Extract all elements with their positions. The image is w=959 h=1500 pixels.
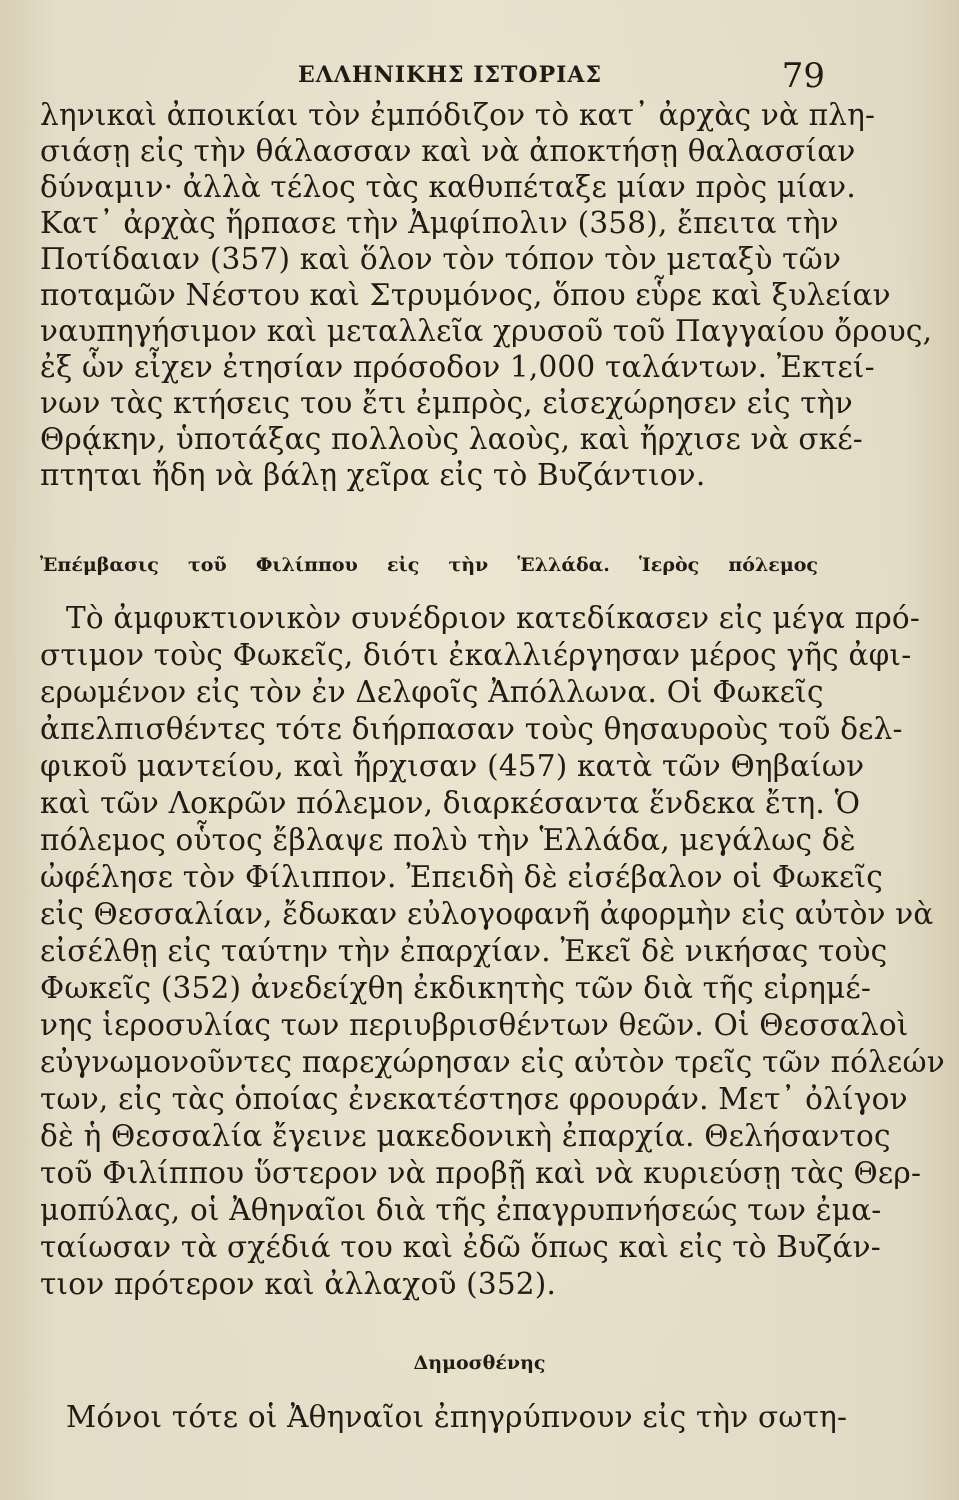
text-line: εἰσέλθῃ εἰς ταύτην τὴν ἐπαρχίαν. Ἐκεῖ δὲ νικήσας τοὺς bbox=[40, 934, 888, 968]
text-line: ταίωσαν τὰ σχέδιά του καὶ ἐδῶ ὅπως καὶ εἰς τὸ Βυζάν- bbox=[40, 1230, 881, 1264]
running-title: ΕΛΛΗΝΙΚΗΣ ΙΣΤΟΡΙΑΣ bbox=[298, 62, 603, 88]
text-line: εἰς Θεσσαλίαν, ἔδωκαν εὐλογοφανῆ ἀφορμὴν εἰς αὐτὸν νὰ bbox=[40, 897, 934, 931]
text-line: φικοῦ μαντείου, καὶ ἤρχισαν (457) κατὰ τῶν Θηβαίων bbox=[40, 749, 865, 783]
text-line: Φωκεῖς (352) ἀνεδείχθη ἐκδικητὴς τῶν διὰ τῆς εἰρημέ- bbox=[40, 971, 872, 1005]
text-line: Θρᾴκην, ὑποτάξας πολλοὺς λαοὺς, καὶ ἤρχισε νὰ σκέ- bbox=[40, 422, 863, 456]
text-line: τιον πρότερον καὶ ἀλλαχοῦ (352). bbox=[40, 1267, 557, 1301]
text-line: τοῦ Φιλίππου ὕστερον νὰ προβῇ καὶ νὰ κυριεύσῃ τὰς Θερ- bbox=[40, 1156, 922, 1190]
text-line: εὐγνωμονοῦντες παρεχώρησαν εἰς αὐτὸν τρεῖς τῶν πόλεών bbox=[40, 1045, 945, 1079]
text-line: νης ἱεροσυλίας των περιυβρισθέντων θεῶν. Οἱ Θεσσαλοὶ bbox=[40, 1008, 909, 1042]
section-heading: Ἐπέμβασις τοῦ Φιλίππου εἰς τὴν Ἑλλάδα. Ἱερὸς πόλεμος bbox=[40, 554, 818, 576]
running-header bbox=[40, 58, 825, 98]
text-line: Τὸ ἀμφυκτιονικὸν συνέδριον κατεδίκασεν εἰς μέγα πρό- bbox=[66, 601, 920, 635]
text-line: ερωμένον εἰς τὸν ἐν Δελφοῖς Ἀπόλλωνα. Οἱ Φωκεῖς bbox=[40, 675, 824, 709]
text-line: των, εἰς τὰς ὁποίας ἐνεκατέστησε φρουράν. Μετ᾽ ὀλίγον bbox=[40, 1082, 908, 1116]
text-line: πόλεμος οὗτος ἔβλαψε πολὺ τὴν Ἑλλάδα, μεγάλως δὲ bbox=[40, 823, 856, 857]
text-line: δὲ ἡ Θεσσαλία ἔγεινε μακεδονικὴ ἐπαρχία. Θελήσαντος bbox=[40, 1119, 891, 1153]
text-line: ποταμῶν Νέστου καὶ Στρυμόνος, ὅπου εὗρε καὶ ξυλείαν bbox=[40, 278, 891, 312]
text-line: στιμον τοὺς Φωκεῖς, διότι ἐκαλλιέργησαν μέρος γῆς ἀφι- bbox=[40, 638, 912, 672]
text-line: Μόνοι τότε οἱ Ἀθηναῖοι ἐπηγρύπνουν εἰς τὴν σωτη- bbox=[66, 1400, 848, 1434]
text-line: ὠφέλησε τὸν Φίλιππον. Ἐπειδὴ δὲ εἰσέβαλον οἱ Φωκεῖς bbox=[40, 860, 883, 894]
text-line: ληνικαὶ ἀποικίαι τὸν ἐμπόδιζον τὸ κατ᾽ ἀρχὰς νὰ πλη- bbox=[40, 98, 876, 132]
text-line: μοπύλας, οἱ Ἀθηναῖοι διὰ τῆς ἐπαγρυπνήσεώς των ἐμα- bbox=[40, 1193, 882, 1227]
text-line: ἀπελπισθέντες τότε διήρπασαν τοὺς θησαυροὺς τοῦ δελ- bbox=[40, 712, 903, 746]
text-line: πτηται ἤδη νὰ βάλῃ χεῖρα εἰς τὸ Βυζάντιον. bbox=[40, 458, 706, 492]
text-line: σιάσῃ εἰς τὴν θάλασσαν καὶ νὰ ἀποκτήσῃ θαλασσίαν bbox=[40, 134, 856, 168]
text-line: Ποτίδαιαν (357) καὶ ὅλον τὸν τόπον τὸν μεταξὺ τῶν bbox=[40, 242, 842, 276]
page-number: 79 bbox=[781, 56, 825, 96]
text-line: ναυπηγήσιμον καὶ μεταλλεῖα χρυσοῦ τοῦ Παγγαίου ὄρους, bbox=[40, 314, 933, 348]
text-line: ἐξ ὧν εἶχεν ἐτησίαν πρόσοδον 1,000 ταλάντων. Ἐκτεί- bbox=[40, 350, 875, 384]
text-line: νων τὰς κτήσεις του ἔτι ἐμπρὸς, εἰσεχώρησεν εἰς τὴν bbox=[40, 386, 853, 420]
text-line: δύναμιν· ἀλλὰ τέλος τὰς καθυπέταξε μίαν πρὸς μίαν. bbox=[40, 170, 856, 204]
text-line: καὶ τῶν Λοκρῶν πόλεμον, διαρκέσαντα ἕνδεκα ἔτη. Ὁ bbox=[40, 786, 861, 820]
text-line: Κατ᾽ ἀρχὰς ἥρπασε τὴν Ἀμφίπολιν (358), ἔπειτα τὴν bbox=[40, 206, 839, 240]
subheading: Δημοσθένης bbox=[413, 1352, 546, 1374]
